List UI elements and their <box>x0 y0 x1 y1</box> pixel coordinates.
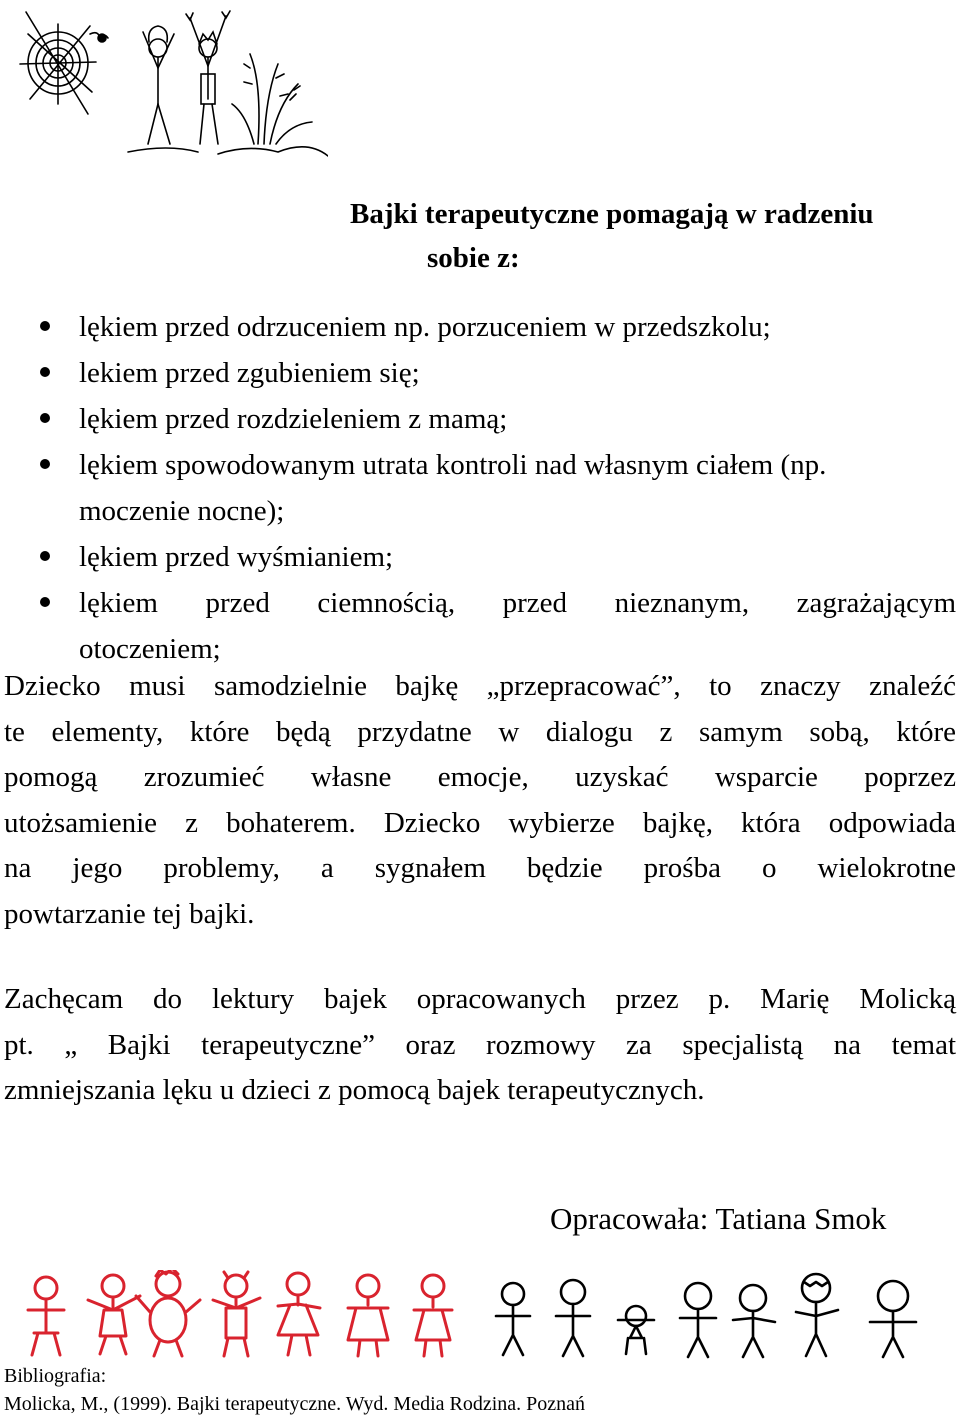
spider-web-icon <box>20 12 108 114</box>
child-figure-icon <box>278 1273 320 1355</box>
paragraph-line: powtarzanie tej bajki. <box>4 897 255 930</box>
paragraph-line: zmniejszania lęku u dzieci z pomocą bajek terapeutycznych. <box>4 1074 705 1106</box>
list-item <box>0 442 960 534</box>
bibliography-entry: Molicka, M., (1999). Bajki terapeutyczne. Wyd. Media Rodzina. Poznań <box>4 1393 586 1415</box>
paragraph-line: Zachęcam do lektury bajek opracowanych przez p. Marię Molicką <box>4 983 956 1015</box>
child-figure-boy-icon <box>186 11 230 144</box>
child-figure-icon <box>618 1306 654 1354</box>
child-figure-girl-icon <box>143 26 174 144</box>
paragraph-line: utożsamienie z bohaterem. Dziecko wybierze bajkę, która odpowiada <box>4 806 956 839</box>
title-line-2: sobie z: <box>427 242 520 274</box>
list-item-text-continuation: otoczeniem; <box>79 633 221 665</box>
child-figure-icon <box>414 1275 452 1356</box>
list-item-text: lękiem spowodowanym utrata kontroli nad własnym ciałem (np. <box>79 449 827 481</box>
document-title <box>300 192 960 280</box>
child-figure-icon <box>496 1283 530 1355</box>
bullet-icon <box>40 597 50 607</box>
child-figure-icon <box>88 1275 140 1354</box>
bullet-icon <box>40 459 50 469</box>
child-figure-icon <box>556 1280 590 1356</box>
paragraph-line: te elementy, które będą przydatne w dialogu z samym sobą, które <box>4 715 956 748</box>
child-figure-icon <box>28 1277 64 1355</box>
title-line-1: Bajki terapeutyczne pomagają w radzeniu <box>350 198 874 230</box>
top-child-drawing <box>18 4 328 162</box>
paragraph-line: pomogą zrozumieć własne emocje, uzyskać wsparcie poprzez <box>4 761 956 793</box>
bibliography-heading: Bibliografia: <box>4 1365 107 1387</box>
bottom-children-drawing <box>8 1270 938 1362</box>
list-item <box>0 580 960 672</box>
bibliography <box>4 1362 585 1418</box>
bullet-icon <box>40 367 50 377</box>
list-item-text: lękiem przed wyśmianiem; <box>79 541 394 573</box>
paragraph-line: pt. „ Bajki terapeutyczne” oraz rozmowy za specjalistą na temat <box>4 1028 956 1061</box>
child-figure-icon <box>733 1285 775 1357</box>
author-credit: Opracowała: Tatiana Smok <box>550 1201 887 1236</box>
bullet-icon <box>40 551 50 561</box>
bullet-icon <box>40 321 50 331</box>
paragraph-line: Dziecko musi samodzielnie bajkę „przepracować”, to znaczy znaleźć <box>4 670 956 702</box>
list-item-text: lękiem przed rozdzieleniem z mamą; <box>79 403 508 435</box>
bullet-icon <box>40 413 50 423</box>
child-figure-icon <box>213 1272 260 1356</box>
list-item-text: lekiem przed zgubieniem się; <box>79 357 420 389</box>
list-item <box>0 396 960 442</box>
list-item-text: lękiem przed odrzuceniem np. porzuceniem w przedszkolu; <box>79 311 771 343</box>
list-item-text: lękiem przed ciemnością, przed nieznanym, zagrażającym <box>79 587 956 619</box>
list-item-text-continuation: moczenie nocne); <box>79 495 285 527</box>
child-figure-icon <box>680 1283 716 1357</box>
list-item <box>0 304 960 350</box>
child-figure-icon <box>348 1275 388 1356</box>
child-figure-icon <box>136 1270 200 1356</box>
child-figure-icon <box>796 1274 838 1356</box>
child-figure-icon <box>870 1281 916 1357</box>
list-item <box>0 534 960 580</box>
list-item <box>0 350 960 396</box>
paragraph-child-work <box>4 664 956 937</box>
paragraph-recommendation <box>4 977 956 1114</box>
fears-list <box>0 304 960 672</box>
paragraph-line: na jego problemy, a sygnałem będzie prośba o wielokrotne <box>4 852 956 884</box>
